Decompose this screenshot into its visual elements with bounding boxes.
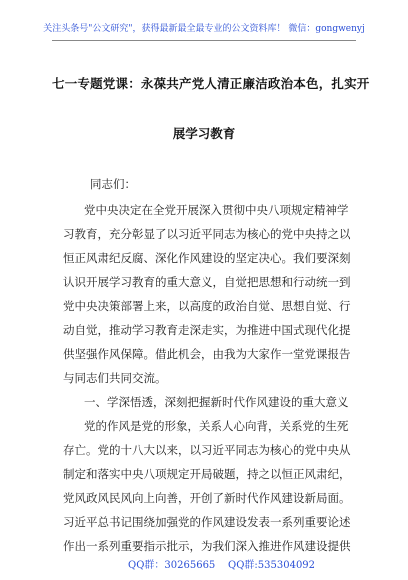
body-line: 存亡。党的十八大以来，以习近平同志为核心的党中央从 [63,443,351,457]
body-line: 党中央决定在全党开展深入贯彻中央八项规定精神学 [84,203,349,217]
body-line: 党中央决策部署上来，以高度的政治自觉、思想自觉、行 [63,299,351,313]
body-line: 作出一系列重要指示批示，为我们深入推进作风建设提供 [63,539,351,553]
header-note: 关注头条号"公文研究"，获得最新最全最专业的公文资料库！ 微信：gongwenyj [43,24,365,34]
body-line: 供坚强作风保障。借此机会，由我为大家作一堂党课报告 [63,347,351,361]
footer-qq-group-2: QQ群:535304092 [228,560,316,571]
body-line: 动自觉，推动学习教育走深走实，为推进中国式现代化提 [63,323,351,337]
body-line: 党风政风民风向上向善，开创了新时代作风建设新局面。 [63,491,351,505]
section-heading: 一、学深悟透，深刻把握新时代作风建设的重大意义 [84,395,349,409]
body-line: 习近平总书记围绕加强党的作风建设发表一系列重要论述 [63,515,351,529]
body-line: 与同志们共同交流。 [63,371,167,385]
footer-qq-group-1: QQ群：30265665 [128,560,216,571]
body-line: 党的作风是党的形象，关系人心向背，关系党的生死 [84,419,349,433]
body-line: 恒正风肃纪反腐、深化作风建设的坚定决心。我们要深刻 [63,251,351,265]
greeting: 同志们： [90,177,136,191]
document-title-line-1: 七一专题党课：永葆共产党人清正廉洁政治本色，扎实开 [52,76,370,91]
body-line: 制定和落实中央八项规定开局破题，持之以恒正风肃纪， [63,467,351,481]
body-line: 习教育，充分彰显了以习近平同志为核心的党中央持之以 [63,227,351,241]
document-title-line-2: 展学习教育 [172,126,236,141]
header-divider [52,40,356,41]
body-line: 认识开展学习教育的重大意义，自觉把思想和行动统一到 [63,275,351,289]
